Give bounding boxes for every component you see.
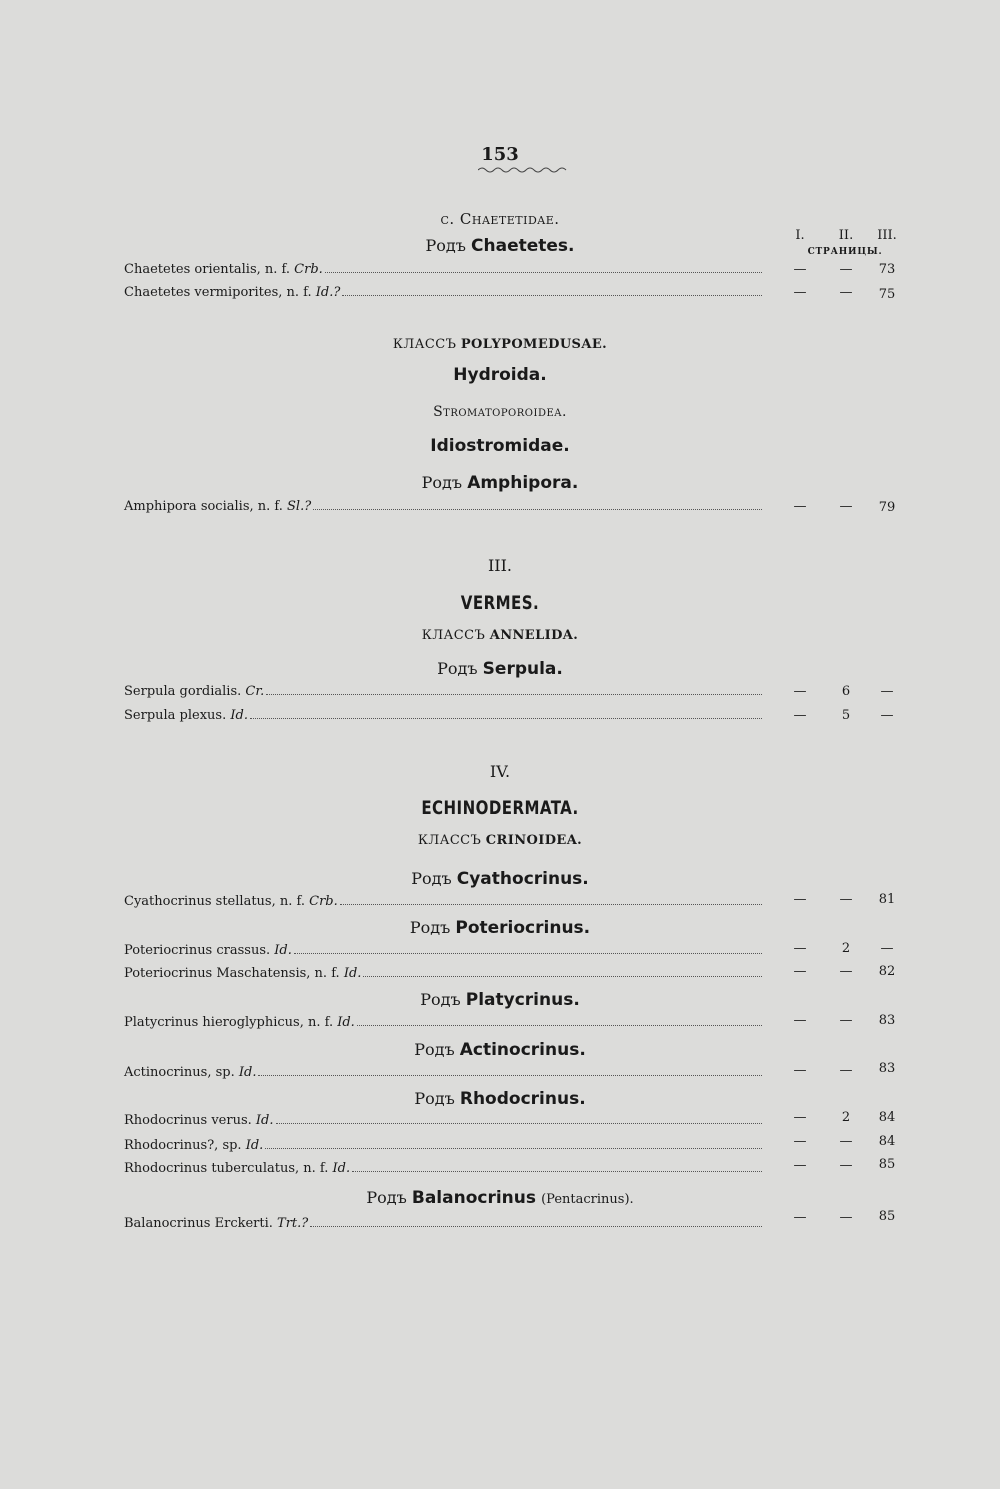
entry-col-3: 85 [878,1157,896,1172]
list-item: Poteriocrinus crassus. Id. [124,943,764,958]
entry-col-2: — [839,1158,853,1173]
entry-col-3: 75 [878,287,896,302]
order-heading-hydroida: Hydroida. [453,365,547,385]
column-header-1: I. [795,228,805,243]
genus-name: Chaetetes. [471,236,575,256]
genus-heading-cyathocrinus: Родъ Cyathocrinus. [411,869,589,889]
page-number: 153 [481,144,519,165]
genus-prefix: Родъ [425,236,466,255]
genus-heading-actinocrinus: Родъ Actinocrinus. [414,1040,586,1060]
list-item: Cyathocrinus stellatus, n. f. Crb. [124,894,764,909]
entry-col-2: — [839,1013,853,1028]
entry-col-1: — [793,1013,807,1028]
entry-col-2: — [839,1063,853,1078]
entry-col-2: 5 [841,708,851,723]
phylum-heading-echinodermata: ECHINODERMATA. [421,797,579,819]
phylum-heading-vermes: VERMES. [460,592,540,614]
entry-col-3: 83 [878,1013,896,1028]
class-heading-polypomedusae: КЛАССЪ POLYPOMEDUSAE. [392,337,608,352]
entry-col-3: 79 [878,500,896,515]
decorative-squiggle [478,166,568,174]
entry-col-2: — [839,892,853,907]
class-heading-annelida: КЛАССЪ ANNELIDA. [421,628,579,643]
family-heading-idiostromidae: Idiostromidae. [430,436,570,456]
entry-col-1: — [793,1134,807,1149]
section-numeral-4: IV. [489,762,511,781]
entry-col-2: 2 [841,1110,851,1125]
list-item: Rhodocrinus tuberculatus, n. f. Id. [124,1161,764,1176]
entry-col-1: — [793,708,807,723]
column-subtitle: СТРАНИЦЫ. [807,247,883,257]
list-item: Serpula gordialis. Cr. [124,684,764,699]
entry-col-3: 81 [878,892,896,907]
list-item: Chaetetes vermiporites, n. f. Id.? [124,285,764,300]
entry-col-1: — [793,892,807,907]
entry-col-1: — [793,499,807,514]
entry-col-1: — [793,285,807,300]
entry-col-3: 85 [878,1209,896,1224]
entry-col-2: — [839,1210,853,1225]
column-header-2: II. [838,228,854,243]
class-heading-crinoidea: КЛАССЪ CRINOIDEA. [417,833,583,848]
genus-heading-balanocrinus: Родъ Balanocrinus (Pentacrinus). [366,1188,634,1208]
entry-col-1: — [793,1063,807,1078]
list-item: Rhodocrinus?, sp. Id. [124,1138,764,1153]
list-item: Rhodocrinus verus. Id. [124,1113,764,1128]
list-item: Amphipora socialis, n. f. Sl.? [124,499,764,514]
entry-col-2: 2 [841,941,851,956]
genus-heading-chaetetes [0,236,1000,256]
entry-col-1: — [793,1210,807,1225]
entry-col-2: — [839,285,853,300]
entry-col-3: 73 [878,262,896,277]
section-numeral-3: III. [487,556,513,575]
list-item: Serpula plexus. Id. [124,708,764,723]
entry-col-3: 84 [878,1110,896,1125]
list-item: Balanocrinus Erckerti. Trt.? [124,1216,764,1231]
list-item: Chaetetes orientalis, n. f. Crb. [124,262,764,277]
entry-col-1: — [793,941,807,956]
entry-col-1: — [793,964,807,979]
entry-col-1: — [793,1110,807,1125]
entry-col-2: — [839,499,853,514]
entry-col-2: 6 [841,684,851,699]
entry-col-1: — [793,262,807,277]
genus-heading-poteriocrinus: Родъ Poteriocrinus. [409,918,591,938]
entry-col-3: 84 [878,1134,896,1149]
entry-col-2: — [839,964,853,979]
entry-col-3: 82 [878,964,896,979]
entry-col-3: — [880,708,894,723]
entry-col-3: 83 [878,1061,896,1076]
column-header-3: III. [877,228,897,243]
list-item: Platycrinus hieroglyphicus, n. f. Id. [124,1015,764,1030]
entry-col-2: — [839,262,853,277]
genus-heading-rhodocrinus: Родъ Rhodocrinus. [414,1089,586,1109]
entry-col-3: — [880,941,894,956]
family-heading-stromatoporoidea: Stromatoporoidea. [433,404,567,420]
entry-col-1: — [793,684,807,699]
entry-col-2: — [839,1134,853,1149]
genus-heading-platycrinus: Родъ Platycrinus. [420,990,580,1010]
list-item: Actinocrinus, sp. Id. [124,1065,764,1080]
list-item: Poteriocrinus Maschatensis, n. f. Id. [124,966,764,981]
entry-col-1: — [793,1158,807,1173]
genus-heading-amphipora: Родъ Amphipora. [421,473,579,493]
genus-heading-serpula: Родъ Serpula. [437,659,563,679]
family-heading-chaetetidae: c. Chaetetidae. [440,210,560,228]
entry-col-3: — [880,684,894,699]
